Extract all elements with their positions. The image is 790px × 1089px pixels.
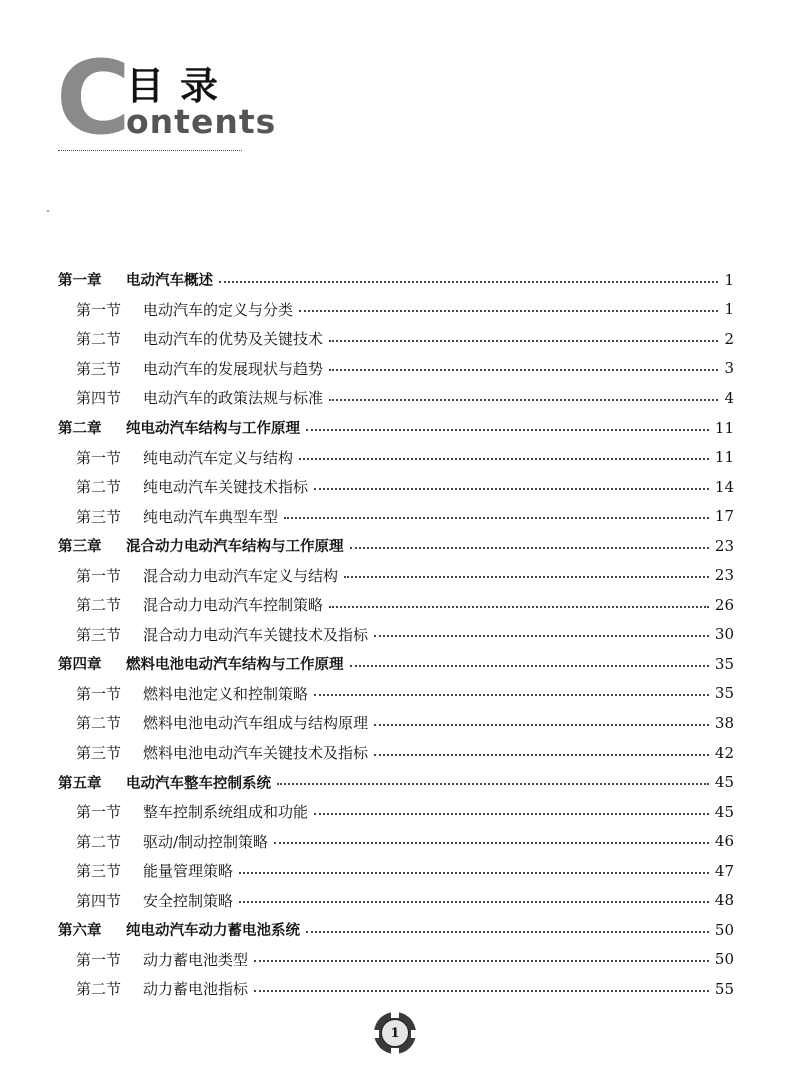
toc-leader-dots <box>306 429 709 431</box>
toc-leader-dots <box>314 813 709 815</box>
toc-leader-dots <box>374 754 709 756</box>
toc-entry-title: 纯电动汽车定义与结构 <box>143 448 294 467</box>
toc-entry-number: 第三节 <box>76 625 122 644</box>
toc-chapter-row[interactable] <box>58 649 734 679</box>
toc-section-row[interactable] <box>58 945 734 975</box>
toc-page-number: 35 <box>714 684 734 703</box>
toc-entry-label <box>76 742 368 763</box>
toc-entry-label <box>76 712 368 733</box>
toc-page-number: 45 <box>714 773 734 792</box>
toc-entry-number: 第三章 <box>58 539 102 556</box>
toc-leader-dots <box>274 842 709 844</box>
toc-entry-number: 第二节 <box>76 980 122 999</box>
toc-leader-dots <box>219 281 718 283</box>
toc-page-number: 42 <box>714 743 734 762</box>
toc-section-row[interactable] <box>58 472 734 502</box>
toc-page-number: 14 <box>714 477 734 496</box>
toc-leader-dots <box>254 990 709 992</box>
toc-section-row[interactable] <box>58 856 734 886</box>
toc-entry-label <box>76 594 323 615</box>
toc-entry-title: 能量管理策略 <box>143 862 234 881</box>
contents-big-letter: C <box>56 39 131 158</box>
toc-chapter-row[interactable] <box>58 265 734 295</box>
toc-page-number: 50 <box>714 950 734 969</box>
toc-entry-title: 混合动力电动汽车控制策略 <box>143 596 324 615</box>
toc-entry-title: 混合动力电动汽车结构与工作原理 <box>126 539 344 556</box>
toc-page-number: 46 <box>714 832 734 851</box>
toc-section-row[interactable] <box>58 826 734 856</box>
toc-leader-dots <box>284 517 709 519</box>
toc-section-row[interactable] <box>58 354 734 384</box>
toc-entry-number: 第三节 <box>76 744 122 763</box>
toc-entry-title: 燃料电池电动汽车组成与结构原理 <box>143 714 369 733</box>
toc-entry-label <box>58 919 300 940</box>
toc-page-number: 2 <box>724 329 734 348</box>
toc-page-number: 30 <box>714 625 734 644</box>
toc-page-number: 11 <box>714 418 734 437</box>
toc-page-number: 17 <box>714 507 734 526</box>
toc-entry-number: 第二章 <box>58 421 102 437</box>
toc-chapter-row[interactable] <box>58 413 734 443</box>
toc-leader-dots <box>314 694 709 696</box>
toc-entry-number: 第二节 <box>76 330 122 349</box>
toc-entry-label <box>58 653 344 674</box>
toc-entry-title: 混合动力电动汽车定义与结构 <box>143 566 339 585</box>
header-dotted-rule <box>58 150 242 151</box>
toc-section-row[interactable] <box>58 442 734 472</box>
toc-entry-label <box>58 417 300 438</box>
toc-leader-dots <box>374 635 709 637</box>
page-number-badge <box>374 1012 416 1054</box>
toc-entry-number: 第四节 <box>76 389 122 408</box>
toc-page-number: 3 <box>724 359 734 378</box>
toc-entry-number: 第六章 <box>58 923 102 940</box>
toc-entry-number: 第一节 <box>76 950 122 969</box>
decorative-speck <box>47 210 49 212</box>
toc-leader-dots <box>254 960 709 962</box>
contents-header <box>56 39 277 158</box>
toc-leader-dots <box>314 488 709 490</box>
toc-entry-label <box>58 772 271 793</box>
toc-entry-title: 纯电动汽车典型车型 <box>143 507 279 526</box>
toc-page-number: 11 <box>714 448 734 467</box>
toc-entry-label <box>76 447 293 468</box>
toc-entry-title: 纯电动汽车关键技术指标 <box>143 478 309 497</box>
toc-leader-dots <box>329 369 718 371</box>
toc-entry-number: 第一节 <box>76 300 122 319</box>
toc-chapter-row[interactable] <box>58 767 734 797</box>
toc-entry-number: 第三节 <box>76 507 122 526</box>
toc-page-number: 1 <box>724 300 734 319</box>
toc-entry-label <box>76 358 323 379</box>
toc-section-row[interactable] <box>58 738 734 768</box>
toc-entry-number: 第四节 <box>76 891 122 910</box>
toc-leader-dots <box>239 901 709 903</box>
toc-leader-dots <box>239 872 709 874</box>
toc-page-number: 1 <box>724 270 734 289</box>
toc-entry-title: 燃料电池电动汽车关键技术及指标 <box>143 744 369 763</box>
toc-chapter-row[interactable] <box>58 531 734 561</box>
toc-entry-label <box>76 890 233 911</box>
toc-entry-number: 第一节 <box>76 448 122 467</box>
toc-entry-label <box>76 506 278 527</box>
toc-leader-dots <box>344 576 709 578</box>
toc-page-number: 38 <box>714 713 734 732</box>
toc-entry-number: 第一节 <box>76 684 122 703</box>
toc-page-number: 23 <box>714 566 734 585</box>
toc-entry-title: 动力蓄电池指标 <box>143 980 249 999</box>
toc-entry-title: 电动汽车的发展现状与趋势 <box>143 359 324 378</box>
toc-page-number: 35 <box>714 654 734 673</box>
toc-section-row[interactable] <box>58 324 734 354</box>
toc-entry-title: 燃料电池电动汽车结构与工作原理 <box>126 657 344 674</box>
toc-leader-dots <box>350 665 709 667</box>
toc-entry-label <box>76 949 248 970</box>
toc-entry-title: 电动汽车的定义与分类 <box>143 300 294 319</box>
toc-entry-label <box>76 831 268 852</box>
toc-section-row[interactable] <box>58 679 734 709</box>
toc-entry-title: 动力蓄电池类型 <box>143 950 249 969</box>
toc-entry-title: 纯电动汽车动力蓄电池系统 <box>126 923 300 940</box>
toc-entry-label <box>76 299 293 320</box>
toc-entry-label <box>76 328 323 349</box>
toc-entry-number: 第二节 <box>76 832 122 851</box>
toc-entry-label <box>76 801 308 822</box>
toc-section-row[interactable] <box>58 974 734 1004</box>
toc-section-row[interactable] <box>58 295 734 325</box>
toc-page-number: 48 <box>714 891 734 910</box>
toc-page-number: 45 <box>714 802 734 821</box>
toc-page-number: 50 <box>714 920 734 939</box>
toc-page-number: 26 <box>714 595 734 614</box>
toc-section-row[interactable] <box>58 590 734 620</box>
page-number: 1 <box>381 1019 409 1047</box>
toc-section-row[interactable] <box>58 885 734 915</box>
toc-entry-title: 电动汽车概述 <box>126 273 213 290</box>
toc-leader-dots <box>329 340 718 342</box>
toc-entry-title: 安全控制策略 <box>143 891 234 910</box>
toc-entry-number: 第二节 <box>76 714 122 733</box>
toc-entry-number: 第一节 <box>76 803 122 822</box>
toc-entry-number: 第二节 <box>76 596 122 615</box>
toc-section-row[interactable] <box>58 501 734 531</box>
toc-entry-title: 电动汽车的政策法规与标准 <box>143 389 324 408</box>
toc-section-row[interactable] <box>58 620 734 650</box>
toc-entry-title: 混合动力电动汽车关键技术及指标 <box>143 625 369 644</box>
table-of-contents <box>58 265 734 1004</box>
toc-entry-number: 第二节 <box>76 478 122 497</box>
toc-entry-label <box>58 535 344 556</box>
toc-entry-title: 电动汽车整车控制系统 <box>126 775 271 792</box>
toc-entry-number: 第四章 <box>58 657 102 674</box>
contents-title-en: ontents <box>126 102 277 141</box>
toc-entry-number: 第三节 <box>76 359 122 378</box>
toc-entry-label <box>76 624 368 645</box>
toc-leader-dots <box>374 724 709 726</box>
toc-entry-title: 纯电动汽车结构与工作原理 <box>126 421 300 437</box>
toc-entry-title: 整车控制系统组成和功能 <box>143 803 309 822</box>
toc-leader-dots <box>329 399 718 401</box>
toc-section-row[interactable] <box>58 708 734 738</box>
toc-leader-dots <box>299 310 718 312</box>
toc-section-row[interactable] <box>58 383 734 413</box>
toc-entry-number: 第一节 <box>76 566 122 585</box>
toc-section-row[interactable] <box>58 560 734 590</box>
toc-entry-label <box>76 387 323 408</box>
toc-section-row[interactable] <box>58 797 734 827</box>
toc-entry-title: 燃料电池定义和控制策略 <box>143 684 309 703</box>
toc-leader-dots <box>329 606 709 608</box>
toc-leader-dots <box>350 547 709 549</box>
toc-leader-dots <box>277 783 709 785</box>
toc-chapter-row[interactable] <box>58 915 734 945</box>
toc-entry-title: 驱动/制动控制策略 <box>143 832 269 851</box>
toc-entry-label <box>76 978 248 999</box>
toc-page-number: 55 <box>714 979 734 998</box>
contents-title-cn: 目录 <box>126 64 235 108</box>
toc-page-number: 47 <box>714 861 734 880</box>
toc-entry-label <box>76 476 308 497</box>
toc-leader-dots <box>299 458 709 460</box>
toc-entry-title: 电动汽车的优势及关键技术 <box>143 330 324 349</box>
toc-entry-label <box>76 860 233 881</box>
toc-entry-label <box>76 565 338 586</box>
toc-entry-number: 第三节 <box>76 862 122 881</box>
toc-page-number: 4 <box>724 388 734 407</box>
toc-entry-label <box>76 683 308 704</box>
toc-entry-label <box>58 269 213 290</box>
toc-entry-number: 第五章 <box>58 775 102 792</box>
toc-page-number: 23 <box>714 536 734 555</box>
toc-leader-dots <box>306 931 709 933</box>
toc-entry-number: 第一章 <box>58 273 102 290</box>
